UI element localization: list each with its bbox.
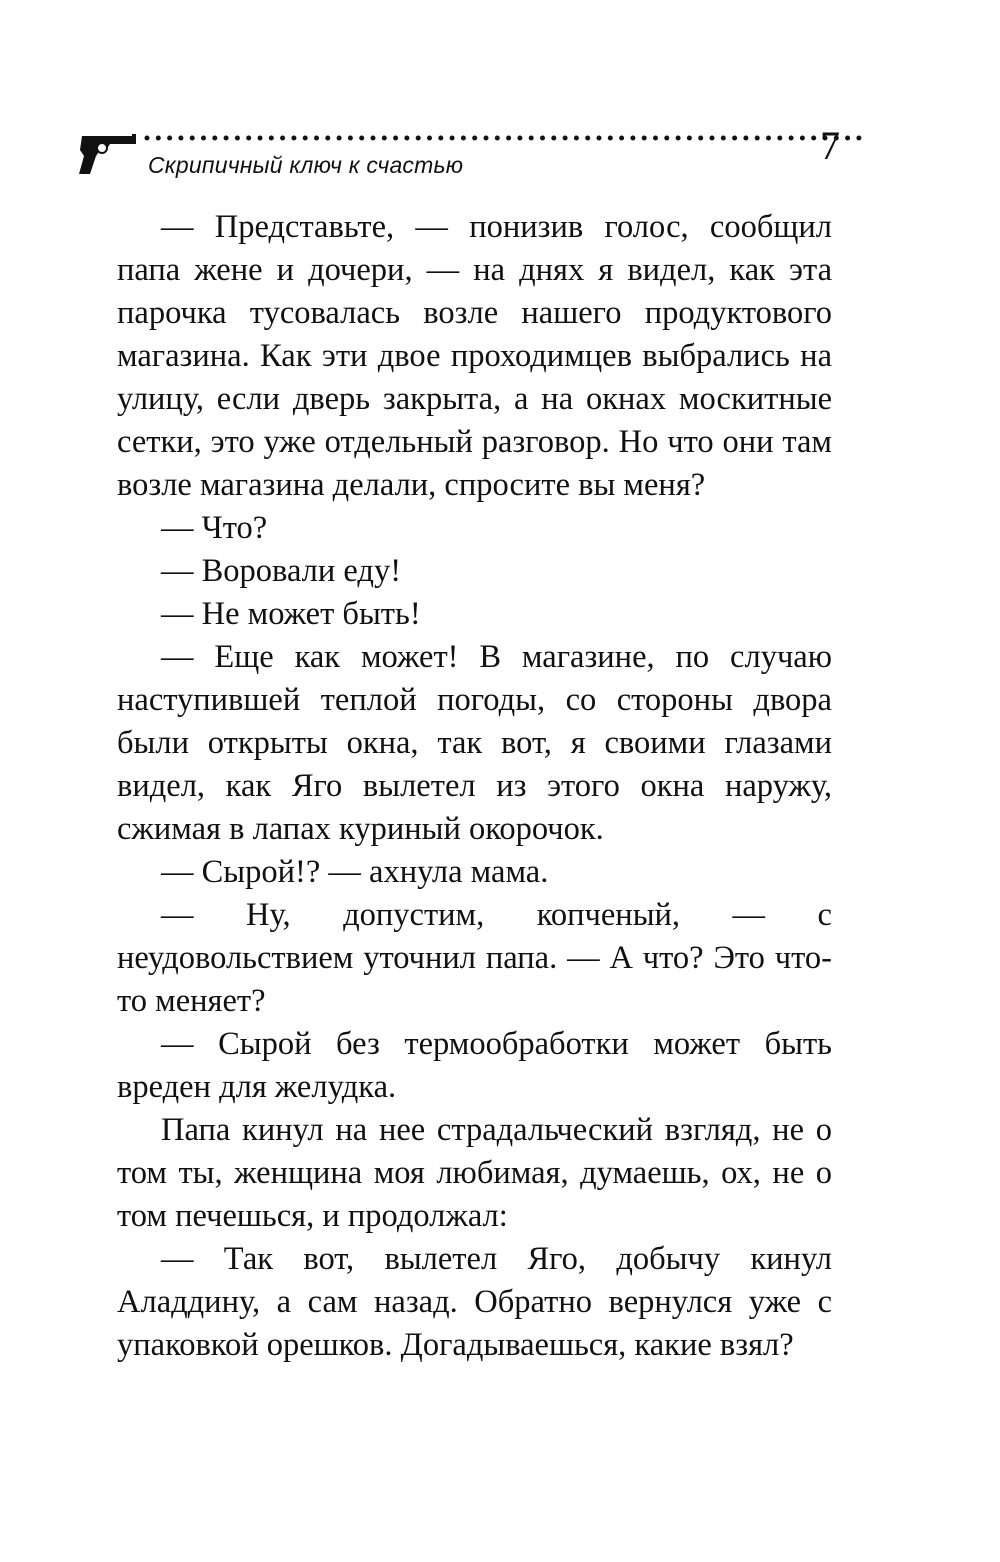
paragraph: Папа кинул на нее страдальческий взгляд, не о том ты, женщина моя любимая, думаешь, ох, не о том печешься, и продолжал: <box>117 1112 832 1234</box>
paragraph: — Сырой!? — ахнула мама. <box>161 854 549 890</box>
paragraph: — Еще как может! В магазине, по случаю наступившей теплой погоды, со стороны двора были открыты окна, так вот, я своими глазами видел, как Яго вылетел из этого окна наружу, сжимая в лапах куриный окорочок. <box>117 639 832 847</box>
body-text <box>117 206 832 1367</box>
paragraph: — Ну, допустим, копченый, — с неудовольствием уточнил папа. — А что? Это что-то меняет? <box>117 897 832 1019</box>
paragraph: — Так вот, вылетел Яго, добычу кинул Аладдину, а сам назад. Обратно вернулся уже с упаковкой орешков. Догадываешься, какие взял? <box>117 1241 832 1363</box>
page-number: 7 <box>820 123 840 168</box>
paragraph: — Сырой без термообработки может быть вреден для желудка. <box>117 1026 832 1105</box>
paragraph: — Не может быть! <box>161 596 421 632</box>
paragraph: — Воровали еду! <box>161 553 402 589</box>
book-title: Скрипичный ключ к счастью <box>148 152 464 178</box>
dot-leader <box>144 134 866 142</box>
running-header <box>76 122 840 188</box>
paragraph: — Что? <box>161 510 268 546</box>
paragraph: — Представьте, — понизив голос, сообщил папа жене и дочери, — на днях я видел, как эта парочка тусовалась возле нашего продуктового магазина. Как эти двое проходимцев выбрались на улицу, если дверь закрыта, а на окнах москитные сетки, это уже отдельный разговор. Но что они там возле магазина делали, спросите вы меня? <box>117 209 832 503</box>
revolver-icon <box>76 132 140 178</box>
